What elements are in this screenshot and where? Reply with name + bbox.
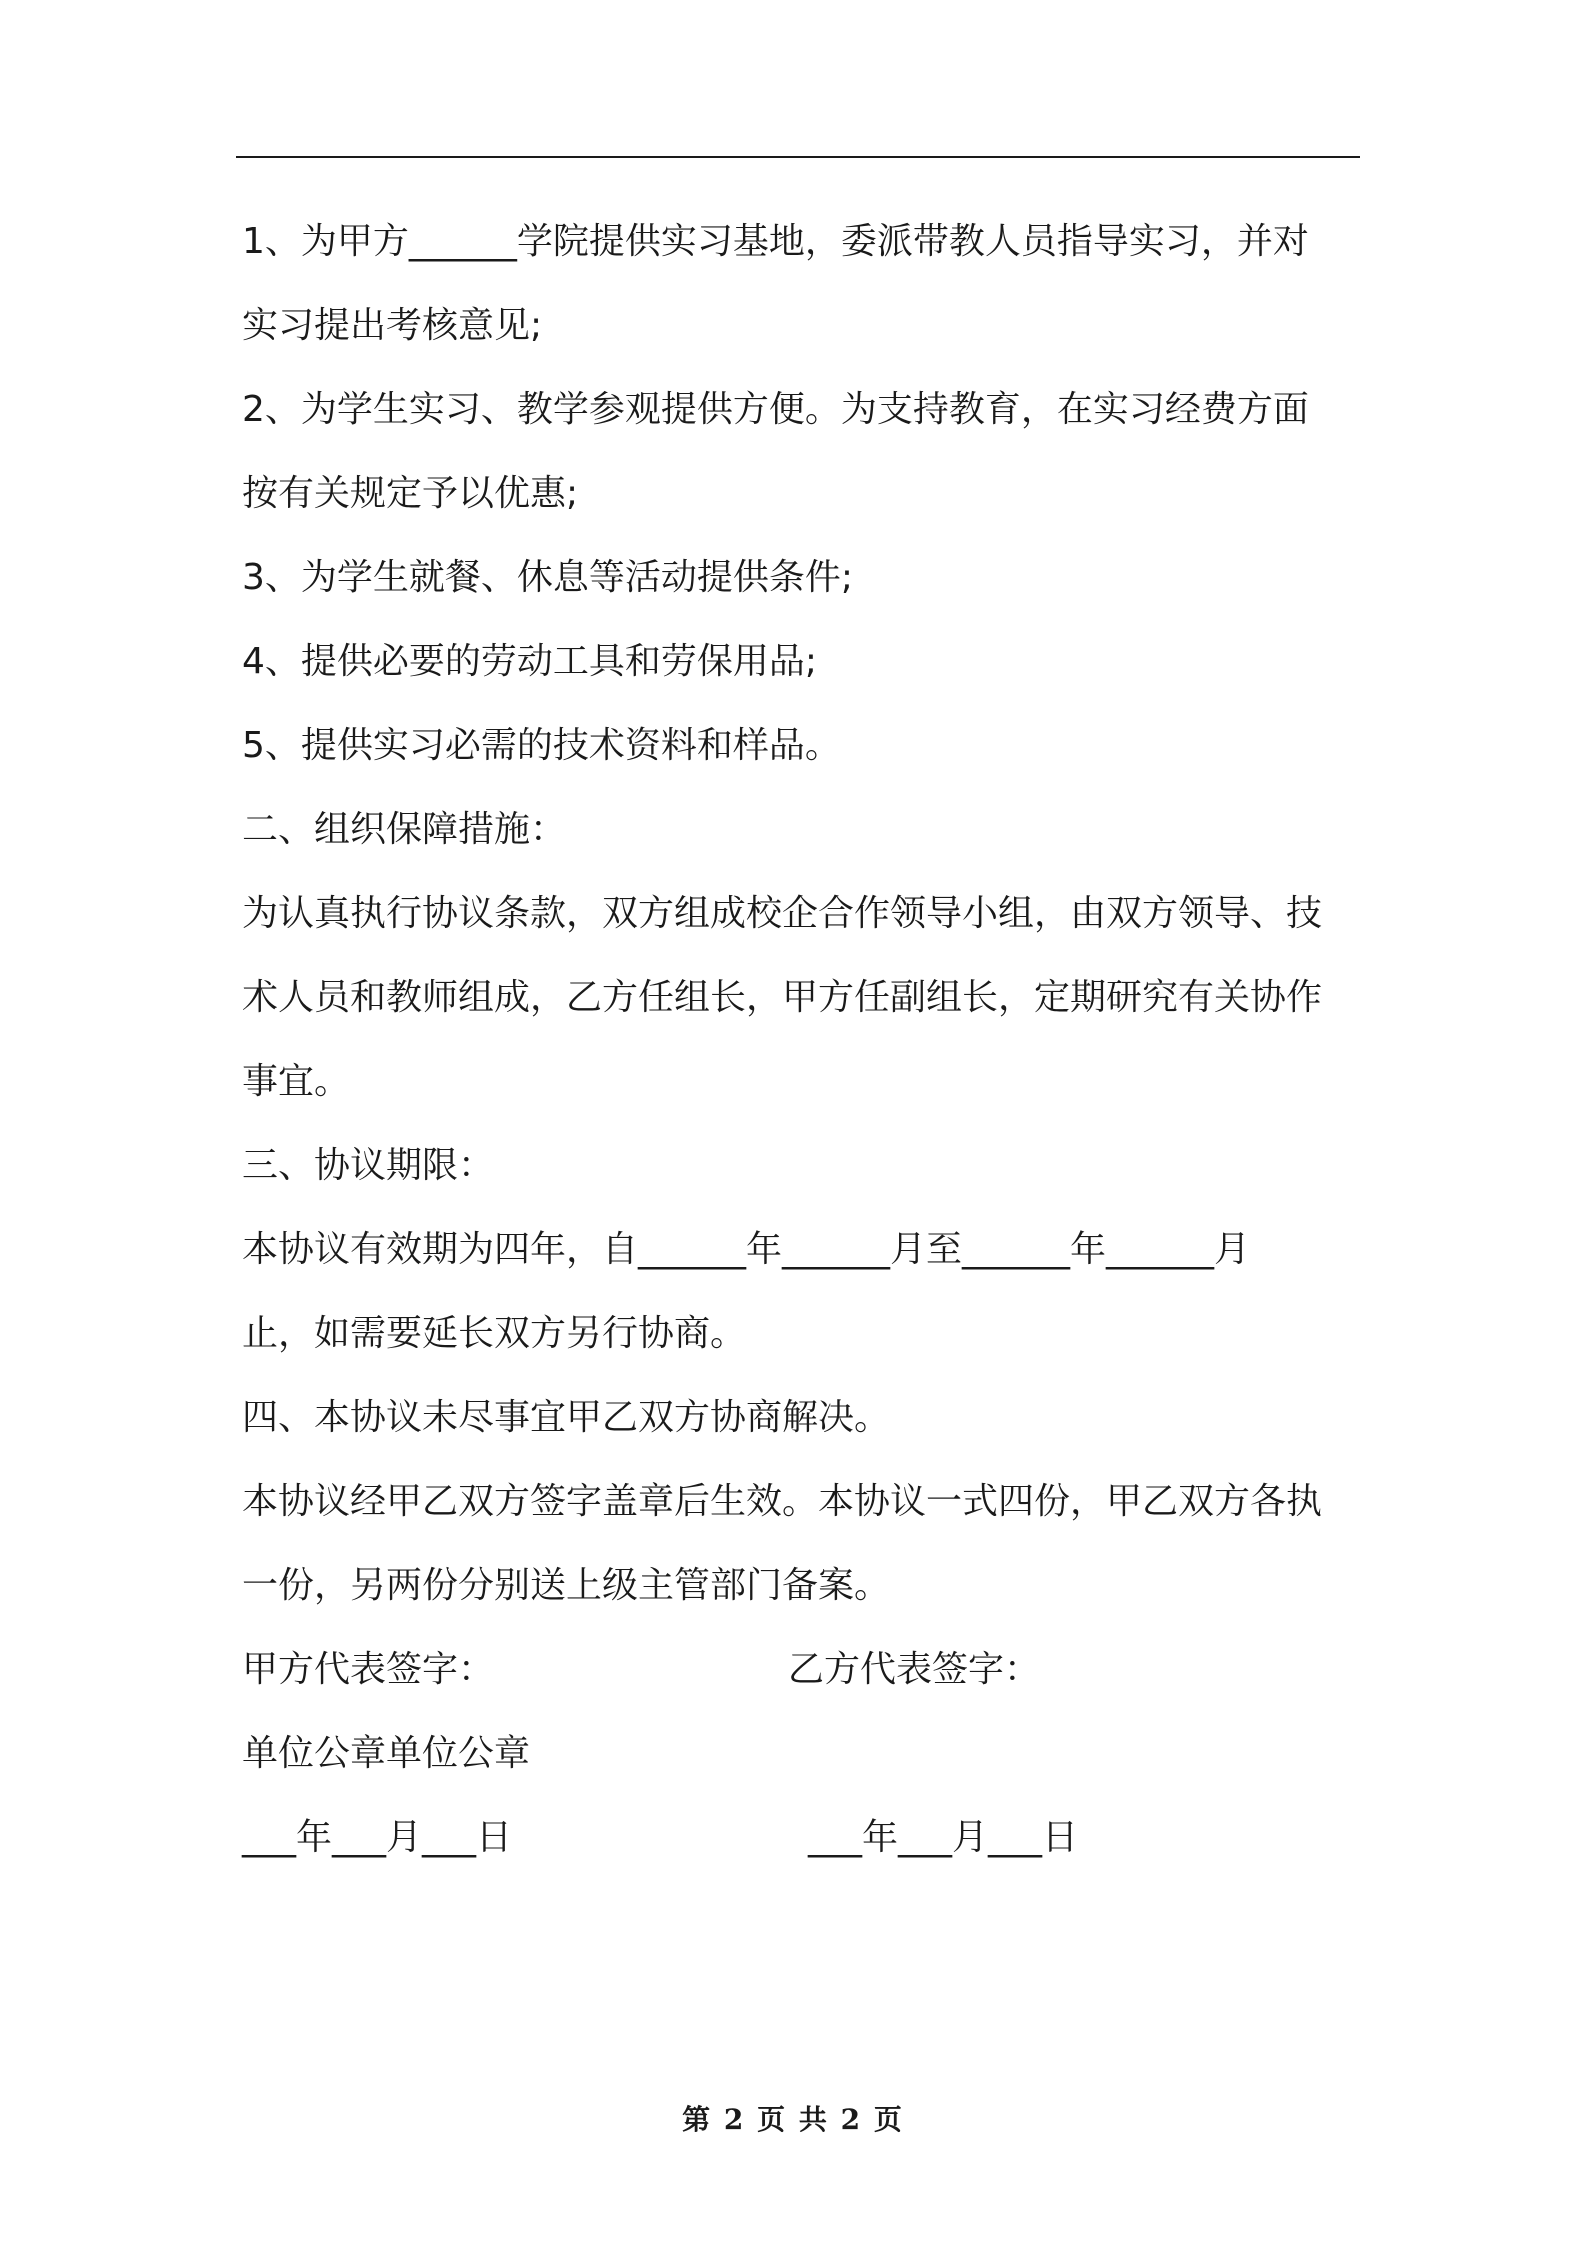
effect-line-1: 本协议经甲乙双方签字盖章后生效。本协议一式四份，甲乙双方各执 <box>242 1481 1323 1522</box>
section-heading-4: 四、本协议未尽事宜甲乙双方协商解决。 <box>242 1397 891 1438</box>
clause-1-line-1: 1、为甲方______学院提供实习基地，委派带教人员指导实习，并对 <box>242 221 1309 262</box>
document-body <box>242 200 1362 1880</box>
effect-line-2: 一份，另两份分别送上级主管部门备案。 <box>242 1565 891 1606</box>
signature-row <box>242 1628 1362 1712</box>
clause-2-line-1: 2、为学生实习、教学参观提供方便。为支持教育，在实习经费方面 <box>242 389 1309 430</box>
party-b-date: ___年___月___日 <box>808 1817 1079 1858</box>
section-2-line-2: 术人员和教师组成，乙方任组长，甲方任副组长，定期研究有关协作 <box>242 977 1323 1018</box>
page-indicator: 第 2 页 共 2 页 <box>682 2103 904 2136</box>
section-2-line-1: 为认真执行协议条款，双方组成校企合作领导小组，由双方领导、技 <box>242 893 1323 934</box>
section-heading-3: 三、协议期限： <box>242 1145 495 1186</box>
clause-1-line-2: 实习提出考核意见; <box>242 305 543 346</box>
section-heading-2: 二、组织保障措施： <box>242 809 567 850</box>
party-a-signature-label: 甲方代表签字： <box>242 1649 495 1690</box>
clause-3: 3、为学生就餐、休息等活动提供条件; <box>242 557 854 598</box>
party-b-signature-label: 乙方代表签字： <box>788 1649 1041 1690</box>
clause-2-line-2: 按有关规定予以优惠; <box>242 473 579 514</box>
party-a-date: ___年___月___日 <box>242 1817 513 1858</box>
header-rule <box>236 156 1360 158</box>
date-row <box>242 1796 1362 1880</box>
section-3-line-1: 本协议有效期为四年，自______年______月至______年______月 <box>242 1229 1251 1270</box>
clause-5: 5、提供实习必需的技术资料和样品。 <box>242 725 841 766</box>
clause-4: 4、提供必要的劳动工具和劳保用品; <box>242 641 818 682</box>
seal-line: 单位公章单位公章 <box>242 1733 531 1774</box>
section-3-line-2: 止，如需要延长双方另行协商。 <box>242 1313 747 1354</box>
section-2-line-3: 事宜。 <box>242 1061 351 1102</box>
